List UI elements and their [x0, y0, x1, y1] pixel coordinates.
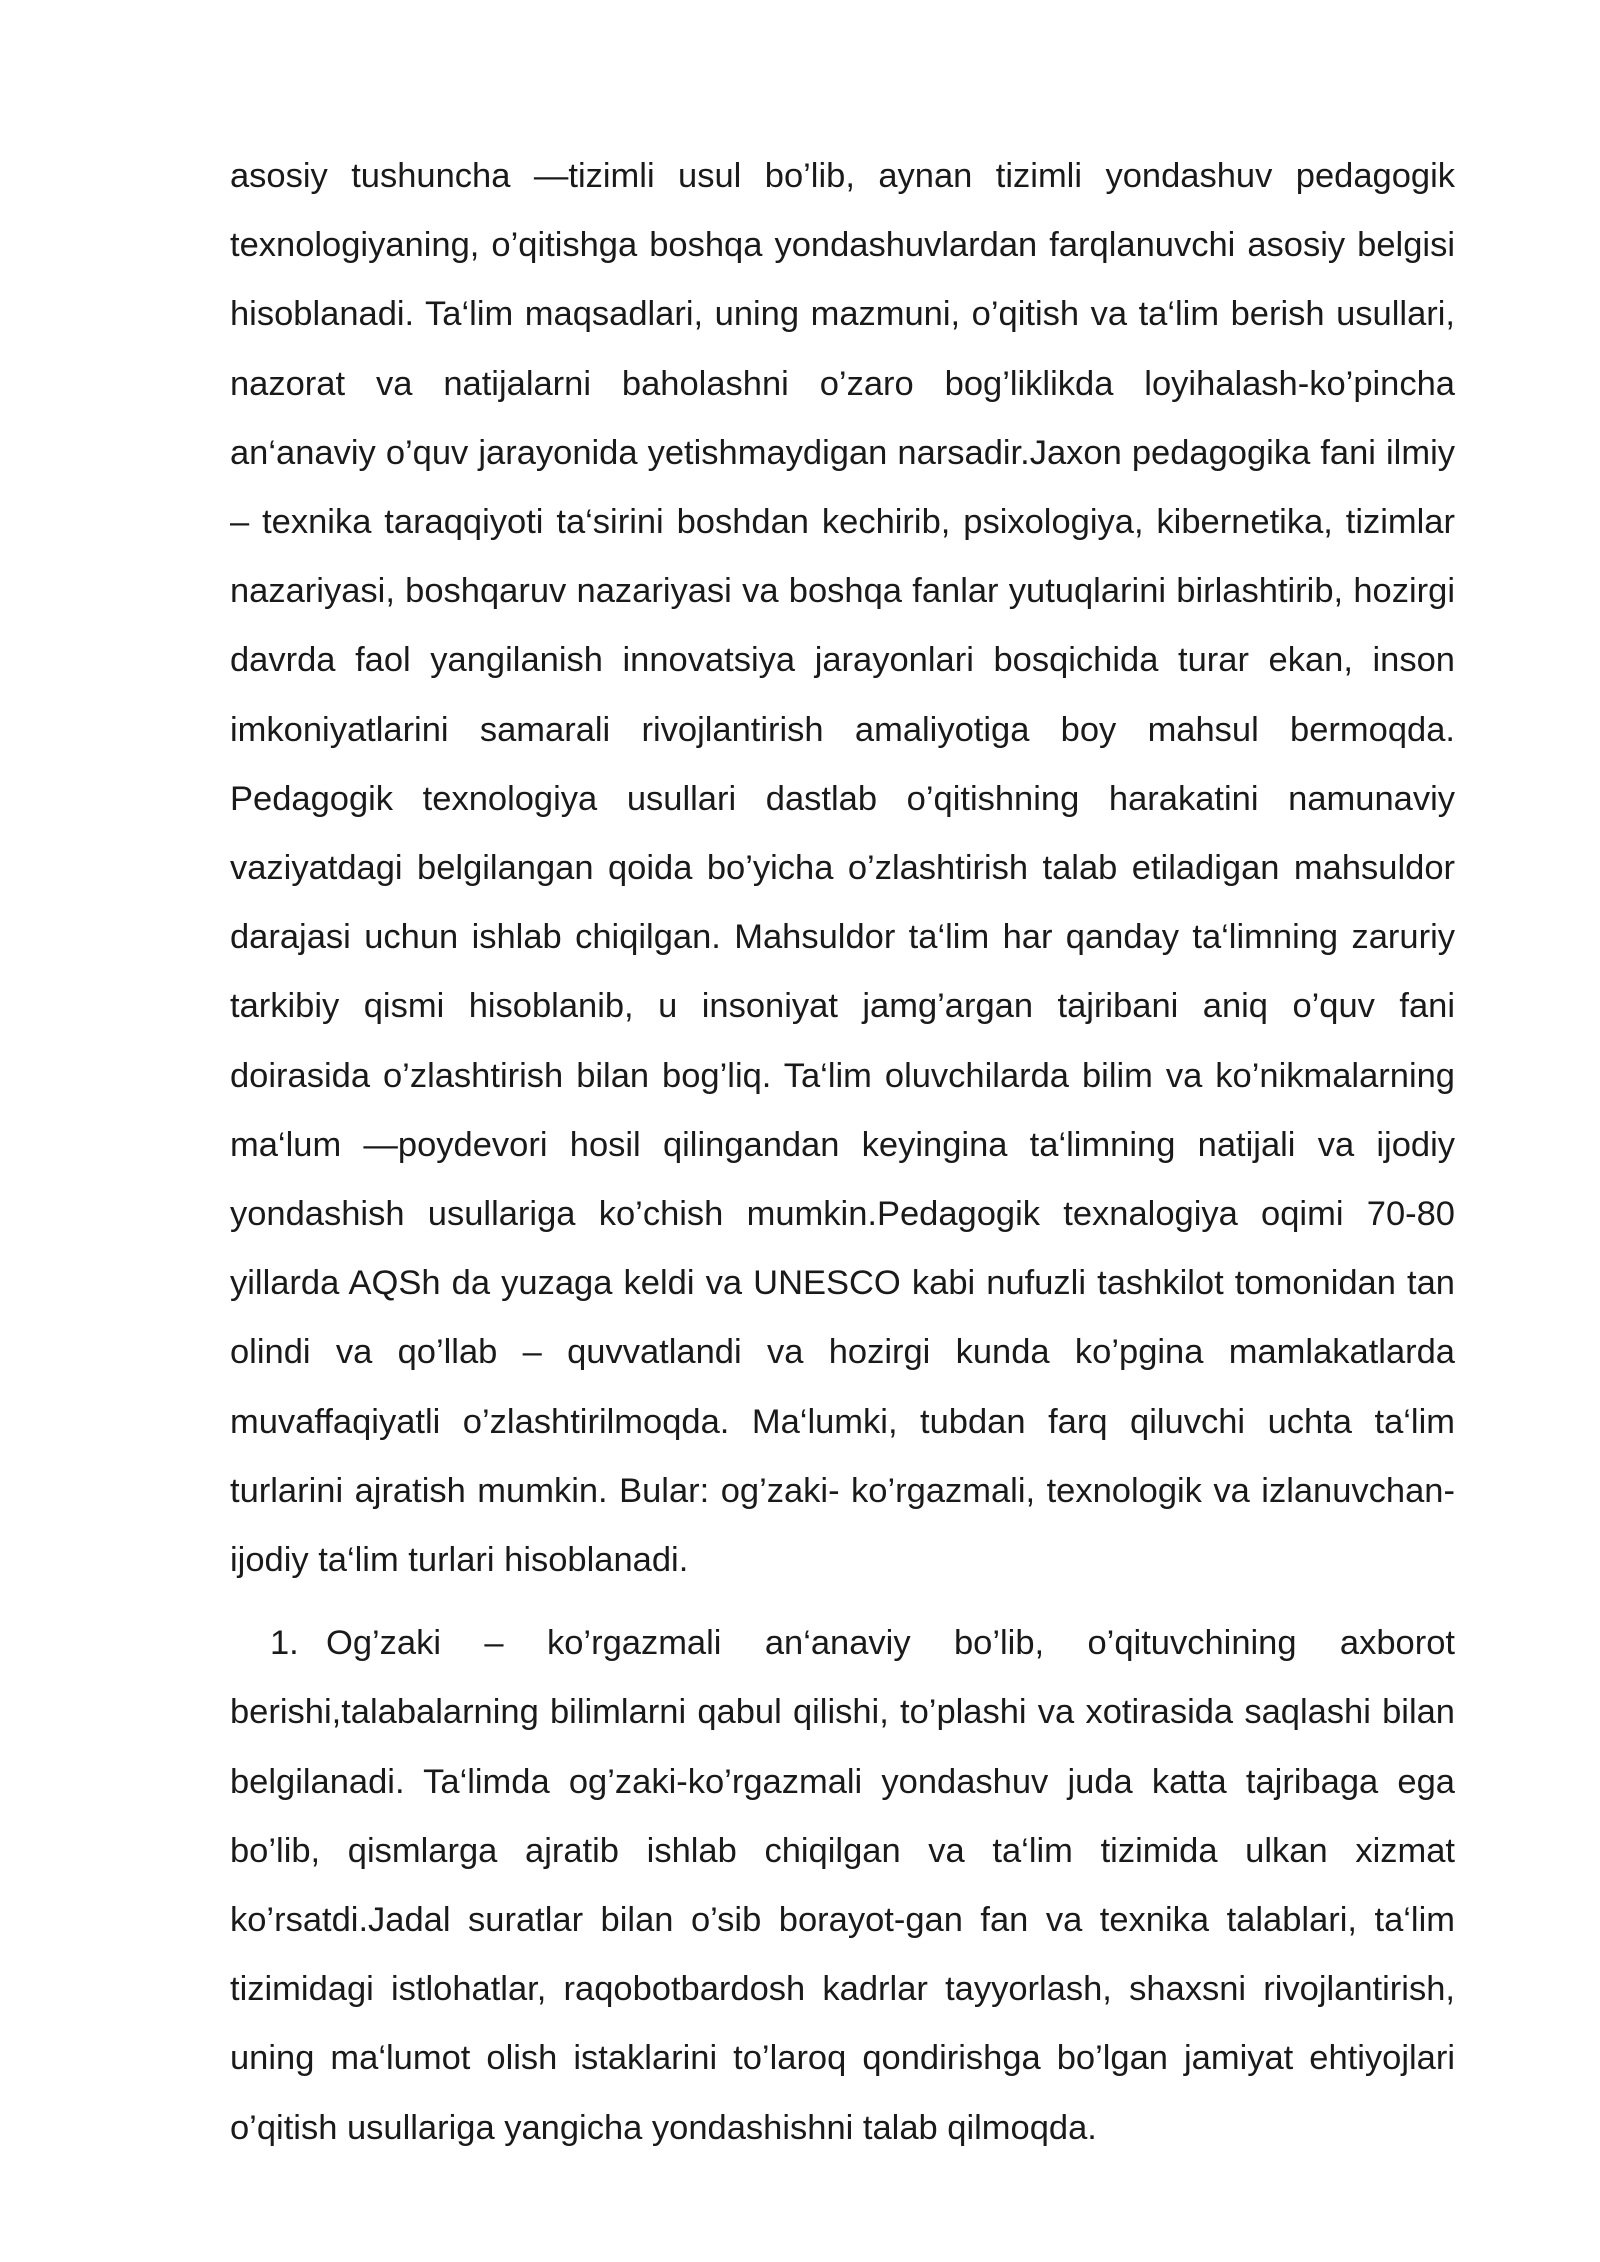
list-item-number: 1.	[270, 1624, 299, 1663]
list-item-text: Og’zaki – ko’rgazmali an‘anaviy bo’lib, o’qituvchining axborot berishi,talabalarning bilimlarni qabul qilishi, to’plashi va xotirasida saqlashi bilan belgilanadi. Ta‘limda og’zaki-ko’rgazmali yondashuv juda katta tajribaga ega bo’lib, qismlarga ajratib ishlab chiqilgan va ta‘lim tizimida ulkan xizmat ko’rsatdi.Jadal suratlar bilan o’sib borayot-gan fan va texnika talablari, ta‘lim tizimidagi istlohatlar, raqobotbardosh kadrlar tayyorlash, shaxsni rivojlantirish, uning ma‘lumot olish istaklarini to’laroq qondirishga bo’lgan jamiyat ehtiyojlari o’qitish usullariga yangicha yondashishni talab qilmoqda.	[230, 1624, 1455, 2147]
body-paragraph: asosiy tushuncha —tizimli usul bo’lib, aynan tizimli yondashuv pedagogik texnologiyaning, o’qitishga boshqa yondashuvlardan farqlanuvchi asosiy belgisi hisoblanadi. Ta‘lim maqsadlari, uning mazmuni, o’qitish va ta‘lim berish usullari, nazorat va natijalarni baholashni o’zaro bog’liklikda loyihalash-ko’pincha an‘anaviy o’quv jarayonida yetishmaydigan narsadir.Jaxon pedagogika fani ilmiy – texnika taraqqiyoti ta‘sirini boshdan kechirib, psixologiya, kibernetika, tizimlar nazariyasi, boshqaruv nazariyasi va boshqa fanlar yutuqlarini birlashtirib, hozirgi davrda faol yangilanish innovatsiya jarayonlari bosqichida turar ekan, inson imkoniyatlarini samarali rivojlantirish amaliyotiga boy mahsul bermoqda. Pedagogik texnologiya usullari dastlab o’qitishning harakatini namunaviy vaziyatdagi belgilangan qoida bo’yicha o’zlashtirish talab etiladigan mahsuldor darajasi uchun ishlab chiqilgan. Mahsuldor ta‘lim har qanday ta‘limning zaruriy tarkibiy qismi hisoblanib, u insoniyat jamg’argan tajribani aniq o’quv fani doirasida o’zlashtirish bilan bog’liq. Ta‘lim oluvchilarda bilim va ko’nikmalarning ma‘lum —poydevori hosil qilingandan keyingina ta‘limning natijali va ijodiy yondashish usullariga ko’chish mumkin.Pedagogik texnalogiya oqimi 70-80 yillarda AQSh da yuzaga keldi va UNESCO kabi nufuzli tashkilot tomonidan tan olindi va qo’llab – quvvatlandi va hozirgi kunda ko’pgina mamlakatlarda muvaffaqiyatli o’zlashtirilmoqda. Ma‘lumki, tubdan farq qiluvchi uchta ta‘lim turlarini ajratish mumkin. Bular: og’zaki- ko’rgazmali, texnologik va izlanuvchan-ijodiy ta‘lim turlari hisoblanadi.	[230, 157, 1455, 1580]
document-body	[230, 142, 1455, 2163]
numbered-list-item	[230, 1609, 1455, 2163]
